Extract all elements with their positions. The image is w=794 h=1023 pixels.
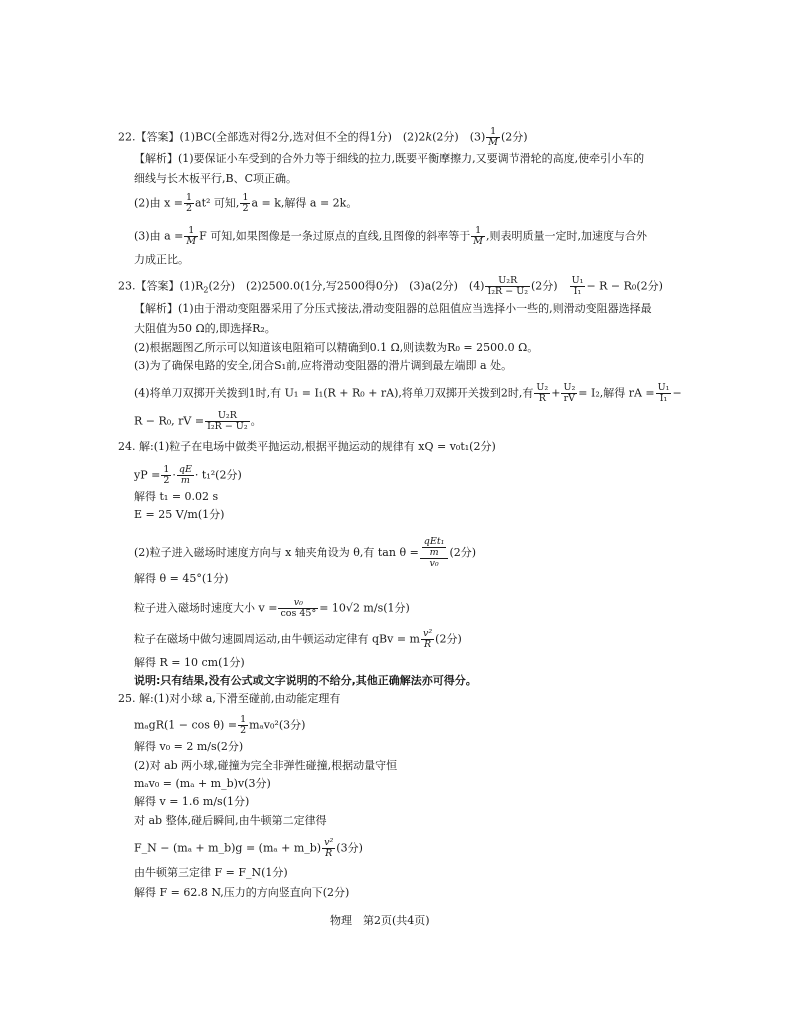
q23-jiexi-line3: (2)根据题图乙所示可以知道该电阻箱可以精确到0.1 Ω,则读数为R₀ = 2500.0 Ω。 bbox=[134, 341, 539, 354]
half-frac-2: $\frac{1}{2}$ bbox=[242, 192, 249, 214]
q23-answer: 23.【答案】$(1)R_2(2$分) (2)2500.0(1分,写2500得0分) (3)a(2分) (4) $\frac{\text{U₂R}}{\text{I₂R − U₂}}$ (2分) $\frac{\text{U₁}}{\text{I₁}}$ − R − R₀(2分) bbox=[118, 275, 663, 297]
q24-line7: 粒子进入磁场时速度大小 v = $\frac{\text{v₀}}{\cos 45^\circ}$ = 10√2 m/s(1分) bbox=[134, 597, 410, 619]
q23-jiexi-line5: (4)将单刀双掷开关拨到1时,有 U₁ = I₁(R + R₀ + rA),将单刀双掷开关拨到2时,有 $\frac{\text{U₂}}{R}$ + $\frac{\text{U₂}}{rV}$ = I₂,解得 rA = $\frac{\text{U₁}}{\text{I₁}}$ − bbox=[134, 382, 682, 404]
q22-jiexi-line2: 细线与长木板平行,B、C项正确。 bbox=[134, 172, 297, 185]
q25-line3: 解得 v₀ = 2 m/s(2分) bbox=[134, 740, 244, 753]
q24-line8: 粒子在磁场中做匀速圆周运动,由牛顿运动定律有 qBv = m $\frac{\text{v²}}{R}$ (2分) bbox=[134, 628, 462, 650]
q22-answer-b: (2分) (3) bbox=[432, 130, 486, 144]
half-frac: $\frac{1}{2}$ bbox=[186, 192, 193, 214]
q22-answer-frac: $\frac{1}{M}$ bbox=[488, 126, 499, 148]
q22-jiexi-line1: 【解析】(1)要保证小车受到的合外力等于细线的拉力,既要平衡摩擦力,又要调节滑轮的高度,使牵引小车的 bbox=[134, 152, 645, 165]
page-footer: 物理 第2页(共4页) bbox=[330, 914, 430, 927]
q24-line6: 解得 θ = 45°(1分) bbox=[134, 572, 229, 585]
q22-line-part2: (2)由 x = $\frac{1}{2}$ at² 可知, $\frac{1}{2}$ a = k,解得 a = 2k。 bbox=[134, 192, 358, 214]
q24-note: 说明:只有结果,没有公式或文字说明的不给分,其他正确解法亦可得分。 bbox=[134, 674, 477, 687]
q25-line10: 解得 F = 62.8 N,压力的方向竖直向下(2分) bbox=[134, 886, 350, 899]
q22-answer-c: (2分) bbox=[501, 130, 528, 144]
q23-ans-frac1: $\frac{\text{U₂R}}{\text{I₂R − U₂}}$ bbox=[487, 275, 529, 297]
q24-line3: 解得 t₁ = 0.02 s bbox=[134, 490, 219, 503]
q24-line5: (2)粒子进入磁场时速度方向与 x 轴夹角设为 θ,有 tan θ = $\frac{\frac{\text{qEt₁}}{m}}{\text{v₀}}$ (2分) bbox=[134, 536, 477, 569]
q22-answer-k: k bbox=[425, 130, 433, 144]
q25-line7: 对 ab 整体,碰后瞬间,由牛顿第二定律得 bbox=[134, 814, 327, 827]
q25-line4: (2)对 ab 两小球,碰撞为完全非弹性碰撞,根据动量守恒 bbox=[134, 759, 398, 772]
q25-line9: 由牛顿第三定律 F = F_N(1分) bbox=[134, 866, 288, 879]
q23-jiexi-line2: 大阻值为50 Ω的,即选择R₂。 bbox=[134, 322, 276, 335]
q24-line2: yP = $\frac{1}{2}$ · $\frac{qE}{m}$ · t₁²(2分) bbox=[134, 464, 242, 486]
q25-line2: mₐgR(1 − cos θ) = $\frac{1}{2}$ mₐv₀²(3分) bbox=[134, 714, 306, 736]
q24-nested-frac: $\frac{\frac{\text{qEt₁}}{m}}{\text{v₀}}$ bbox=[420, 537, 449, 569]
q22-line-part3b: 力成正比。 bbox=[134, 253, 189, 266]
one-over-m-frac-2: $\frac{1}{M}$ bbox=[473, 225, 483, 247]
one-over-m-frac: $\frac{1}{M}$ bbox=[186, 225, 197, 247]
q23-jiexi-line6: R − R₀, rV = $\frac{\text{U₂R}}{\text{I₂R − U₂}}$ 。 bbox=[134, 410, 262, 432]
q22-answer-a: 22.【答案】(1)BC(全部选对得2分,选对但不全的得1分) (2)2 bbox=[118, 130, 426, 144]
q25-line5: mₐv₀ = (mₐ + m_b)v(3分) bbox=[134, 777, 271, 790]
q25-line6: 解得 v = 1.6 m/s(1分) bbox=[134, 795, 250, 808]
q24-line1: 24. 解:(1)粒子在电场中做类平抛运动,根据平抛运动的规律有 xQ = v₀t₁(2分) bbox=[118, 440, 496, 453]
q25-line8: F_N − (mₐ + m_b)g = (mₐ + m_b) $\frac{\text{v²}}{R}$ (3分) bbox=[134, 837, 363, 859]
q22-answer bbox=[118, 127, 528, 148]
q25-line1: 25. 解:(1)对小球 a,下滑至碰前,由动能定理有 bbox=[118, 692, 341, 705]
q24-line9: 解得 R = 10 cm(1分) bbox=[134, 656, 245, 669]
q22-line-part3: (3)由 a = $\frac{1}{M}$ F 可知,如果图像是一条过原点的直线,且图像的斜率等于 $\frac{1}{M}$ ,则表明质量一定时,加速度与合外 bbox=[134, 225, 647, 247]
q23-jiexi-line1: 【解析】(1)由于滑动变阻器采用了分压式接法,滑动变阻器的总阻值应当选择小一些的,则滑动变阻器选择最 bbox=[134, 302, 652, 315]
q24-line4: E = 25 V/m(1分) bbox=[134, 508, 225, 521]
q23-ans-frac2: $\frac{\text{U₁}}{\text{I₁}}$ bbox=[571, 275, 584, 297]
q23-jiexi-line4: (3)为了确保电路的安全,闭合S₁前,应将滑动变阻器的滑片调到最左端即 a 处。 bbox=[134, 359, 513, 372]
